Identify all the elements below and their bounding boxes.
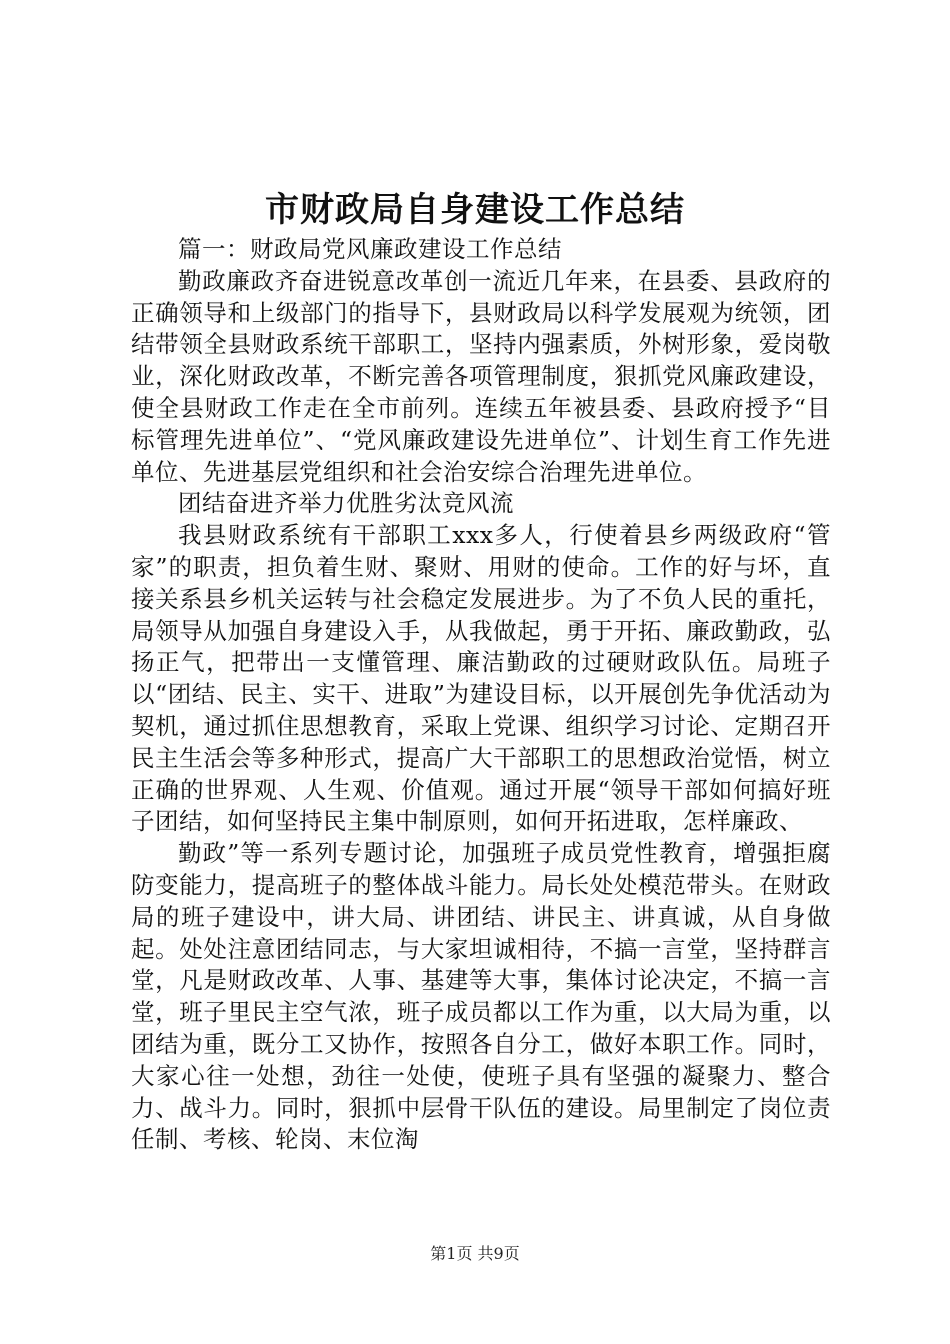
document-body — [131, 234, 831, 1156]
body-paragraph: 勤政廉政齐奋进锐意改革创一流近几年来，在县委、县政府的正确领导和上级部门的指导下，县财政局以科学发展观为统领，团结带领全县财政系统干部职工，坚持内强素质，外树形象，爱岗敬业，深化财政改革，不断完善各项管理制度，狠抓党风廉政建设，使全县财政工作走在全市前列。连续五年被县委、县政府授予“目标管理先进单位”、“党风廉政建设先进单位”、计划生育工作先进单位、先进基层党组织和社会治安综合治理先进单位。 — [131, 266, 831, 486]
body-paragraph: 勤政”等一系列专题讨论，加强班子成员党性教育，增强拒腐防变能力，提高班子的整体战斗能力。局长处处模范带头。在财政局的班子建设中，讲大局、讲团结、讲民主、讲真诚，从自身做起。处处注意团结同志，与大家坦诚相待，不搞一言堂，坚持群言堂，凡是财政改革、人事、基建等大事，集体讨论决定，不搞一言堂，班子里民主空气浓，班子成员都以工作为重，以大局为重，以团结为重，既分工又协作，按照各自分工，做好本职工作。同时，大家心往一处想，劲往一处使，使班子具有坚强的凝聚力、整合力、战斗力。同时，狠抓中层骨干队伍的建设。局里制定了岗位责任制、考核、轮岗、末位淘 — [131, 839, 831, 1154]
subsection-heading: 团结奋进齐举力优胜劣汰竞风流 — [178, 489, 514, 518]
body-paragraph: 我县财政系统有干部职工xxx多人，行使着县乡两级政府“管家”的职责，担负着生财、聚财、用财的使命。工作的好与坏，直接关系县乡机关运转与社会稳定发展进步。为了不负人民的重托，局领导从加强自身建设入手，从我做起，勇于开拓、廉政勤政，弘扬正气，把带出一支懂管理、廉洁勤政的过硬财政队伍。局班子以“团结、民主、实干、进取”为建设目标，以开展创先争优活动为契机，通过抓住思想教育，采取上党课、组织学习讨论、定期召开民主生活会等多种形式，提高广大干部职工的思想政治觉悟，树立正确的世界观、人生观、价值观。通过开展“领导干部如何搞好班子团结，如何坚持民主集中制原则，如何开拓进取，怎样廉政、 — [131, 521, 831, 836]
page-footer: 第1页 共9页 — [430, 1244, 520, 1263]
document-title: 市财政局自身建设工作总结 — [265, 190, 685, 230]
section-heading: 篇一：财政局党风廉政建设工作总结 — [178, 235, 562, 263]
